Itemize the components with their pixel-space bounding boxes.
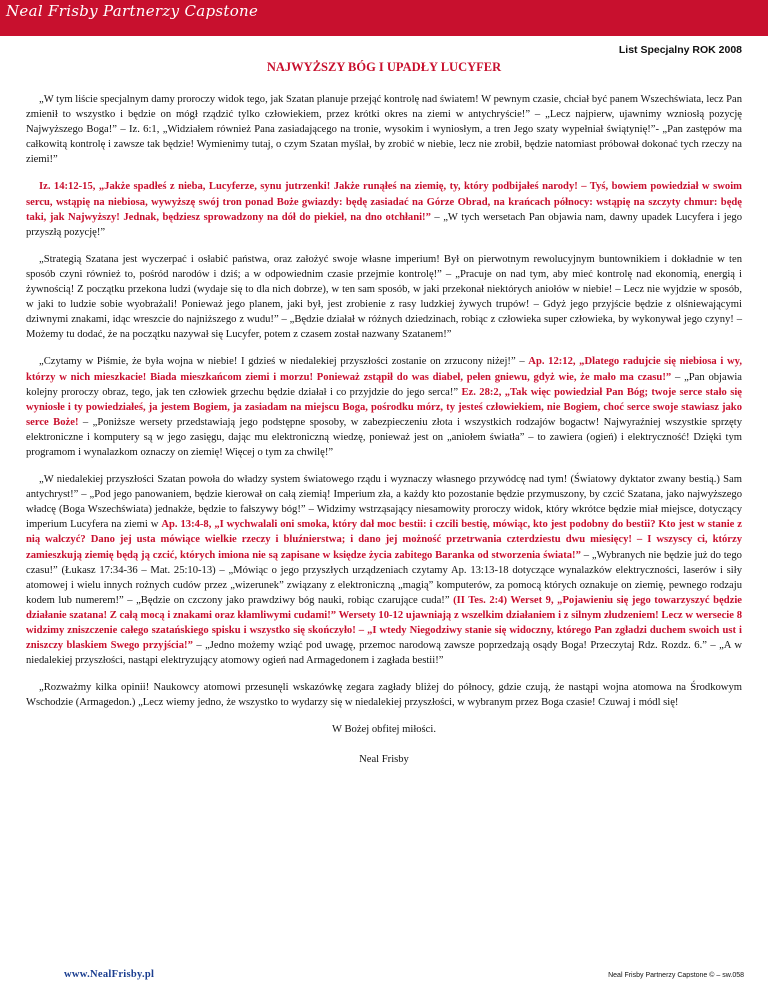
scripture-quote: Ap. 12:12, „Dlatego radujcie się niebiosa i wy, którzy w nich mieszkacie! Biada mieszkańcom ziemi i morzu! Ponieważ zstąpił do was diabeł, pełen gniewu, gdyż wie, że mało ma czasu!” bbox=[26, 356, 742, 383]
paragraph-5 bbox=[26, 472, 742, 668]
scripture-quote: Iz. 14:12-15, „Jakże spadłeś z nieba, Lucyferze, synu jutrzenki! Jakże runąłeś na ziemię, ty, który podbijałeś narody! – Tyś, bowiem powiedział w swoim sercu, wstąpię na niebiosa, wywyższę swój tron ponad Boże gwiazdy: będę zasiadać na Górze Obrad, na krańcach północy: wstąpię na szczyty chmur: będę taki, jak Najwyższy! Jednak, będziesz sprowadzony na dół do piekieł, na dno otchłani!” bbox=[26, 181, 742, 223]
paragraph-text: – „W tych wersetach Pan objawia nam, dawny upadek Lucyfera i jego przyszłą pozycję!” bbox=[26, 211, 743, 238]
paragraph-text: – „Pan objawia kolejny proroczy obraz, tego, jak ten człowiek grzechu będzie działał i co przyjdzie do jego serca!” bbox=[26, 371, 742, 398]
page-title: NAJWYŻSZY BÓG I UPADŁY LUCYFER bbox=[266, 60, 502, 74]
paragraph-6: „Rozważmy kilka opinii! Naukowcy atomowi przesunęli wskazówkę zegara zagłady bliżej do północy, gdzie czują, że nastąpi wojna atomowa na Środkowym Wschodzie (Armagedon.) „Lecz wiemy jedno, że wszystko to wydarzy się w niedalekiej przyszłości, w wybranym przez Boga czasie! Czuwaj i módl się! bbox=[26, 682, 742, 709]
paragraph-text: „W niedalekiej przyszłości Szatan powoła do władzy system światowego rządu i wyznaczy własnego przywódcę nad tym! (Światowy dyktator zwany bestią.) Sam antychryst!” – „Pod jego panowaniem, będzie kierował on całą ziemią! Imperium zła, a każdy kto pozostanie będzie przymuszony, by czcić Szatana, jako najwyższego władcę (Boga Wszechświata) jednakże, będzie to fałszywy bóg!” – Widzimy wstrząsający niesamowity proroczy widok, który wkrótce będzie miał miejsce, dotyczący imperium Lucyfera na ziemi w bbox=[26, 474, 742, 531]
header-banner bbox=[0, 0, 768, 36]
website-link[interactable]: www.NealFrisby.pl bbox=[64, 969, 155, 980]
special-letter-label: List Specjalny ROK 2008 bbox=[618, 44, 742, 56]
paragraph-text: – „Wybranych nie będzie już do tego czasu!” (Łukasz 17:34-36 – Mat. 25:10-13) – „Mówiąc o jego przyszłych urządzeniach czytamy Ap. 13:13-18 dotyczące wynalazków elektryczności, laserów i siły atomowej i wielu innych rożnych cudów przez „wizerunek” związany z elektroniczną „magią” komputerów, za pomocą których oznakuje on ziemię, pewnego rodzaju kodem lub numerem!” – „Będzie on czczony jako prawdziwy bóg nauki, robiąc czarujące cuda!” bbox=[26, 549, 742, 606]
scripture-quote: Ap. 13:4-8, „I wychwalali oni smoka, który dał moc bestii: i czcili bestię, mówiąc, kto jest podobny do bestii? Kto jest w stanie z nią walczyć? Dano jej usta mówiące wielkie rzeczy i bluźnierstwa; i dano jej możność przetrwania czterdziestu dwu miesięcy! – I wszyscy ci, którzy zamieszkują ziemię będą ją czcić, których imiona nie są zapisane w księdze życia zabitego Baranka od stworzenia świata!” bbox=[26, 519, 743, 561]
paragraph-1: „W tym liście specjalnym damy proroczy widok tego, jak Szatan planuje przejąć kontrolę nad światem! W pewnym czasie, chciał być panem Wszechświata, lecz Pan zmienił to wszystko i będzie on mógł rządzić tylko człowiekiem, przez krótki okres na ziemi w antychryście!” – „Lecz najpierw, ujawnimy wzniosłą pozycję Najwyższego Boga!” – Iz. 6:1, „Widziałem również Pana zasiadającego na tronie, wysokim i wyniosłym, a tren Jego szaty wypełniał świątynię!”- „Pan zastępów ma całkowitą kontrolę i zawsze tak będzie! Wymienimy tutaj, o czym Szatan myślał, by zrobić w niebie, lecz nie zrobił, będzie natomiast próbował dokonać tych rzeczy na ziemi!” bbox=[26, 94, 742, 166]
scripture-quote: (II Tes. 2:4) Werset 9, „Pojawieniu się jego towarzyszyć będzie działanie szatana! Z całą mocą i znakami oraz kłamliwymi cudami!” Wersety 10-12 ujawniają z wszelkim działaniem i z silnym złudzeniem! Lecz w wersecie 8 widzimy zniszczenie całego szatańskiego spisku i wszystko się skończyło! – „I wtedy Niegodziwy stanie się widoczny, którego Pan zgładzi duchem swoich ust i zniszczy blaskiem Swego przyjścia!” bbox=[26, 594, 742, 652]
paragraph-text: „Czytamy w Piśmie, że była wojna w niebie! I gdzieś w niedalekiej przyszłości zostanie on zrzucony niżej!” – bbox=[39, 356, 529, 368]
paragraph-text: – „Poniższe wersety przedstawiają jego podstępne sposoby, w zabezpieczeniu złota i wszystkich rodzajów bogactw! Najwyraźniej wszystkie sprzęty elektroniczne i komputery są w jego zasięgu, dając mu elektroniczną wiedzę, ponieważ jest on „aniołem światła” – to zawiera (ogień) i elektryczność! Dzięki tym programom i wynalazkom oznaczy on ziemię! Więcej o tym za chwilę!” bbox=[26, 416, 742, 458]
brand-title: Neal Frisby Partnerzy Capstone bbox=[6, 2, 259, 20]
paragraph-4 bbox=[26, 354, 742, 460]
paragraph-text: – „Jedno możemy wziąć pod uwagę, przemoc narodową zawsze poprzedzają osądy Boga! Przeczytaj Rdz. Rozdz. 6.” – „A w niedalekiej przyszłości, nastąpi elektryzujący atomowy ogień nad Armagedonem i zagłada bestii!” bbox=[26, 640, 742, 667]
closing-line: W Bożej obfitej miłości. bbox=[332, 724, 436, 736]
copyright-notice: Neal Frisby Partnerzy Capstone © – sw.058 bbox=[608, 972, 744, 979]
paragraph-3: „Strategią Szatana jest wyczerpać i osłabić państwa, oraz założyć swoje własne imperium! Był on pierwotnym rewolucyjnym buntownikiem i dokładnie w ten sposób czyni również to, pośród narodów i dziś; a w odpowiednim czasie przejmie kontrolę!” – „Pracuje on nad tym, aby mieć kontrolę nad ekonomią, energią i żywnością! Z początku przekona ludzi (wydaje się to dla nich dobrze), w ten sam sposób, w jaki przekonał niektórych aniołów w niebie! – Lecz nie wyjdzie w sposób, w jaki to ludzie sobie wyobrażali! Ponieważ jego planem, jaki był, jest zrobienie z rasy ludzkiej żywych trupów! – Gdyż jego przyjście będzie z olśniewającymi dziwnymi znakami, idąc wreszcie do najniższego z wudu!” – „Będzie działał w różnych dziedzinach, robiąc z człowieka super człowieka, by wykonywał jego czyny! – Możemy tu dodać, że na początku nazywał się Lucyfer, potem z czasem został nazwany Szatanem!” bbox=[26, 253, 742, 341]
letter-body bbox=[26, 92, 742, 781]
signature: Neal Frisby bbox=[359, 753, 409, 765]
paragraph-2 bbox=[26, 179, 742, 239]
scripture-quote: Ez. 28:2, „Tak więc powiedział Pan Bóg; twoje serce stało się wyniosłe i ty powiedziałeś, ja jestem Bogiem, ja zasiadam na miejscu Boga, pośrodku mórz, ty jesteś człowiekiem, nie Bogiem, choć serce swoje stawiasz jako serce Boże! bbox=[26, 386, 742, 428]
